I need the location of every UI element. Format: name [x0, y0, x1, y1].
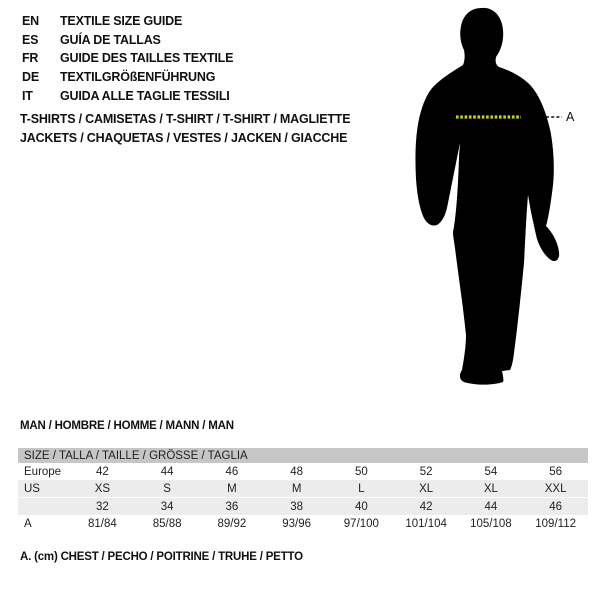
size-cell: 42 [95, 465, 109, 478]
row-label: Europe [24, 465, 62, 478]
size-cell: 109/112 [535, 517, 576, 530]
language-code: ES [22, 32, 39, 47]
category-line-jackets: JACKETS / CHAQUETAS / VESTES / JACKEN / GIACCHE [20, 131, 348, 145]
language-code: FR [22, 51, 39, 66]
size-cell: 93/96 [282, 517, 312, 530]
size-cell: 36 [200, 498, 265, 516]
table-row-europe [18, 463, 588, 480]
size-cell: 56 [549, 465, 563, 478]
row-label: A [24, 517, 32, 530]
language-code: DE [22, 70, 39, 85]
size-cell: 46 [225, 465, 239, 478]
category-line-tshirts: T-SHIRTS / CAMISETAS / T-SHIRT / T-SHIRT / MAGLIETTE [20, 112, 351, 126]
size-cell: 97/100 [343, 517, 379, 530]
row-label: US [24, 482, 40, 495]
language-label: GUIDA ALLE TAGLIE TESSILI [60, 88, 230, 103]
table-row-a-chest [18, 515, 588, 532]
language-row [22, 12, 233, 31]
category-headings [20, 110, 350, 148]
size-cell: 34 [135, 498, 200, 516]
size-table-header: SIZE / TALLA / TAILLE / GRÖSSE / TAGLIA [18, 448, 588, 463]
language-list [22, 12, 233, 105]
size-cell: XL [483, 482, 498, 495]
man-body-shape [415, 8, 559, 385]
language-row [22, 31, 233, 50]
size-table [18, 448, 588, 532]
size-cell: 101/104 [405, 517, 447, 530]
size-cell: 50 [354, 465, 368, 478]
size-cell: 52 [419, 465, 433, 478]
table-row-numeric [18, 498, 588, 516]
size-cell: 42 [394, 498, 459, 516]
language-row [22, 86, 233, 105]
size-cell: XL [419, 482, 434, 495]
size-cell: XXL [544, 482, 567, 495]
man-silhouette-figure [400, 5, 580, 395]
size-cell: 81/84 [87, 517, 117, 530]
language-row [22, 49, 233, 68]
language-label: TEXTILE SIZE GUIDE [60, 14, 183, 29]
row-label [18, 498, 70, 516]
size-cell: 89/92 [217, 517, 247, 530]
language-label: GUÍA DE TALLAS [60, 32, 161, 47]
man-silhouette [400, 5, 580, 395]
size-cell: 54 [484, 465, 498, 478]
footnote-chest-measurement: A. (cm) CHEST / PECHO / POITRINE / TRUHE / PETTO [20, 551, 303, 563]
section-title-man: MAN / HOMBRE / HOMME / MANN / MAN [20, 420, 234, 432]
size-cell: M [291, 482, 302, 495]
language-code: IT [22, 88, 33, 103]
size-cell: 40 [329, 498, 394, 516]
size-cell: 44 [160, 465, 174, 478]
language-code: EN [22, 14, 39, 29]
size-cell: 48 [290, 465, 304, 478]
size-cell: XS [94, 482, 111, 495]
size-cell: S [163, 482, 171, 495]
language-label: GUIDE DES TAILLES TEXTILE [60, 51, 234, 66]
size-cell: 105/108 [470, 517, 512, 530]
size-cell: 32 [70, 498, 135, 516]
language-label: TEXTILGRÖßENFÜHRUNG [60, 70, 216, 85]
table-row-us [18, 480, 588, 498]
size-cell: 85/88 [152, 517, 182, 530]
size-cell: M [227, 482, 237, 495]
measurement-label-a: A [566, 110, 575, 124]
size-cell: 44 [459, 498, 524, 516]
size-cell: 46 [523, 498, 588, 516]
size-cell: 38 [264, 498, 329, 516]
size-cell: L [358, 482, 365, 495]
language-row [22, 68, 233, 87]
size-table-header-row [18, 448, 588, 463]
